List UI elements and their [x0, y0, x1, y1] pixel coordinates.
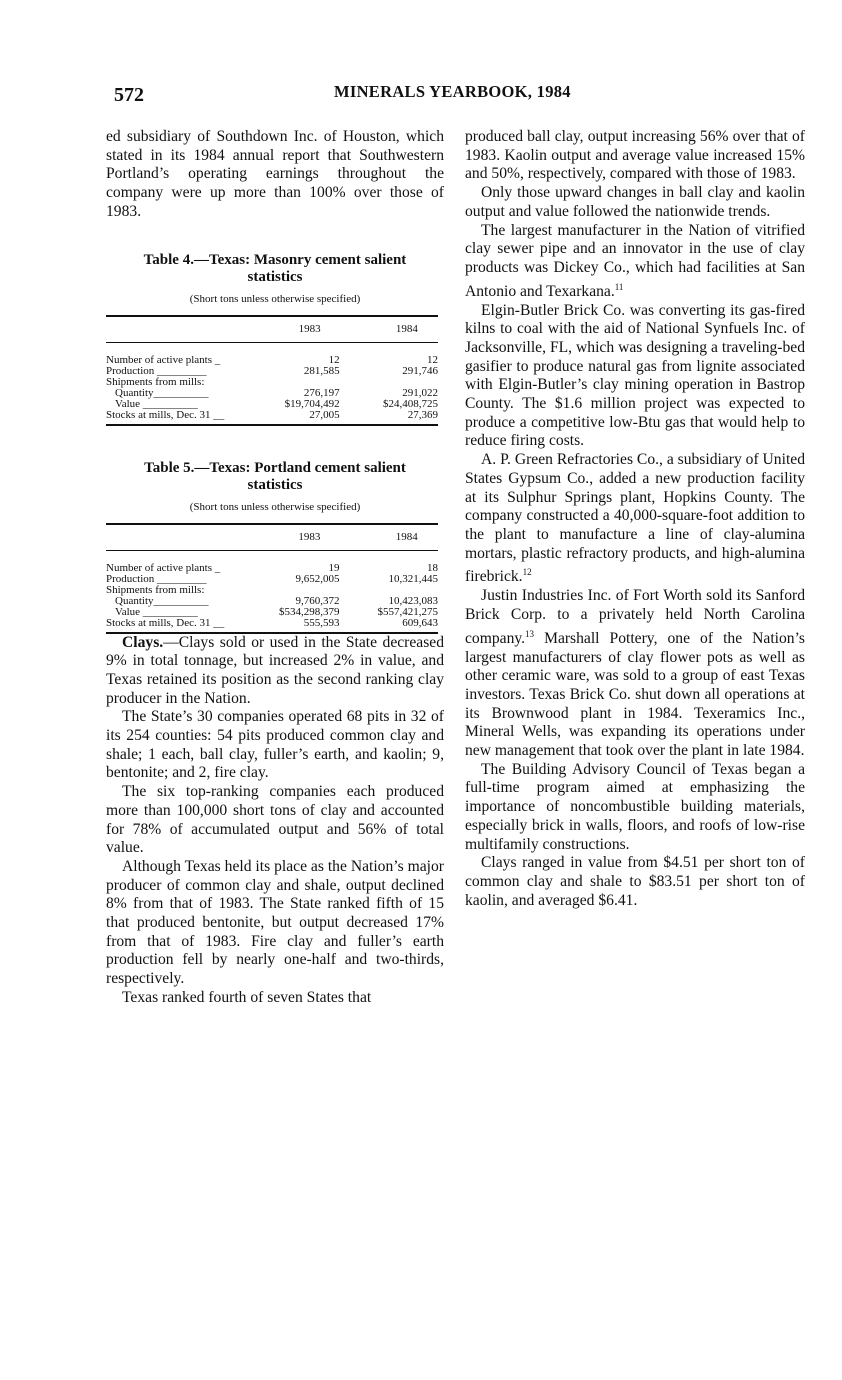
- cell-1983: [244, 377, 340, 388]
- footnote-ref: 11: [614, 281, 624, 292]
- header-1984: 1984: [340, 316, 438, 343]
- table-header-row: [106, 316, 438, 343]
- table-5-title: Table 5.—Texas: Portland cement salient statistics: [144, 459, 406, 493]
- row-label: Production _________: [106, 364, 207, 377]
- row-label: Quantity__________: [115, 594, 209, 607]
- cell-1984: 27,369: [340, 410, 438, 425]
- paragraph-ball-clay: produced ball clay, output increasing 56% over that of 1983. Kaolin output and average value increased 15% and 50%, respectively, compared with those of 1983.: [465, 128, 805, 183]
- table-row: [106, 399, 438, 410]
- cell-1984: 12: [427, 353, 438, 366]
- table-row: [106, 342, 438, 366]
- cell-1983: 555,593: [243, 618, 339, 633]
- header-1983: 1983: [244, 316, 340, 343]
- row-label: Production _________: [106, 572, 207, 585]
- row-label: Shipments from mills:: [106, 583, 205, 596]
- table-row: [106, 585, 438, 596]
- cell-1983: 27,005: [244, 410, 340, 425]
- row-label: Stocks at mills, Dec. 31 __: [106, 618, 243, 633]
- cell-1983: $534,298,379: [278, 605, 340, 618]
- table-row: [106, 366, 438, 377]
- paragraph-value-range: Clays ranged in value from $4.51 per short ton of common clay and shale to $83.51 per short ton of kaolin, and averaged $6.41.: [465, 854, 805, 909]
- left-column: [106, 128, 444, 1008]
- table-row: [106, 596, 438, 607]
- table-row: [106, 618, 438, 633]
- paragraph-clays: [106, 634, 444, 709]
- green-text: A. P. Green Refractories Co., a subsidiary of United States Gypsum Co., added a new production facility at its Sulphur Springs plant, Hopkins County. The company constructed a 40,000-square-foot addition to the plant to manufacture a line of clay-alumina mortars, plastic refractory products, and high-alumina firebrick.: [465, 451, 805, 586]
- footnote-ref: 12: [522, 567, 532, 578]
- page-number: 572: [114, 84, 144, 106]
- running-title: MINERALS YEARBOOK, 1984: [334, 82, 571, 101]
- justin-text-a: Justin Industries Inc. of Fort Worth sold its Sanford Brick Corp. to a privately held North Carolina company.: [465, 587, 805, 647]
- table-4-subtitle: (Short tons unless otherwise specified): [189, 292, 361, 305]
- cell-1983: 281,585: [303, 364, 340, 377]
- row-label: Shipments from mills:: [106, 375, 205, 388]
- row-label: Stocks at mills, Dec. 31 __: [106, 410, 244, 425]
- row-label: Quantity__________: [115, 386, 209, 399]
- cell-1983: 9,652,005: [295, 572, 340, 585]
- paragraph-intro: ed subsidiary of Southdown Inc. of Houston, which stated in its 1984 annual report that Southwestern Portland’s operating earnings throughout the company were up more than 100% over those of 1983.: [106, 128, 444, 220]
- table-4: [106, 252, 444, 426]
- cell-1983: [243, 585, 339, 596]
- header-blank: [106, 316, 244, 343]
- justin-text-b: Marshall Pottery, one of the Nation’s largest manufacturers of clay flower pots as well as other ceramic ware, was sold to a group of east Texas investors. Texas Brick Co. shut down all operations at its Brownwood plant in 1984. Texeramics Inc., Mineral Wells, was expanding its operations under new management that took over the plant in late 1984.: [465, 629, 805, 760]
- row-label: Value __________: [115, 605, 198, 618]
- cell-1983: $19,704,492: [284, 397, 340, 410]
- paragraph-elgin-butler: Elgin-Butler Brick Co. was converting its gas-fired kilns to coal with the aid of National Synfuels Inc. of Jacksonville, FL, which was designing a traveling-bed gasifier to produce natural gas from lignite associated with Elgin-Butler’s clay mining operation in Bastrop County. The $1.6 million project was expected to produce a competitive low-Btu gas that would help to reduce firing costs.: [465, 301, 805, 450]
- table-4-grid: [106, 315, 438, 426]
- cell-1984: $24,408,725: [383, 397, 438, 410]
- paragraph-although: Although Texas held its place as the Nation’s major producer of common clay and shale, output declined 8% from that of 1983. The State ranked fifth of 15 that produced bentonite, but output decreased 17% from that of 1983. Fire clay and fuller’s earth production fell by nearly one-half and two-thirds, respectively.: [106, 857, 444, 988]
- table-row: [106, 410, 438, 425]
- header-1983: 1983: [243, 524, 339, 551]
- header-blank: [106, 524, 243, 551]
- paragraph-only: Only those upward changes in ball clay and kaolin output and value followed the nationwide trends.: [465, 184, 805, 220]
- table-4-title: Table 4.—Texas: Masonry cement salient statistics: [143, 251, 407, 285]
- paragraph-largest: [465, 222, 805, 302]
- paragraph-fourth: Texas ranked fourth of seven States that: [122, 988, 372, 1006]
- cell-1984: 18: [427, 561, 438, 574]
- cell-1984: 291,022: [402, 386, 438, 399]
- cell-1984: 609,643: [339, 618, 438, 633]
- cell-1984: [339, 585, 438, 596]
- table-5-subtitle: (Short tons unless otherwise specified): [189, 500, 361, 513]
- largest-text: The largest manufacturer in the Nation of vitrified clay sewer pipe and an innovator in the use of clay products was Dickey Co., which had facilities at San Antonio and Texarkana.: [465, 221, 805, 300]
- cell-1984: [340, 377, 438, 388]
- cell-1984: 10,423,083: [388, 594, 438, 607]
- cell-1983: 19: [328, 561, 340, 574]
- row-label: Value __________: [115, 397, 198, 410]
- paragraph-advisory-council: The Building Advisory Council of Texas began a full-time program aimed at emphasizing the importance of noncombustible building materials, especially brick in walls, floors, and roofs of low-rise multifamily constructions.: [465, 760, 805, 853]
- table-header-row: [106, 524, 438, 551]
- table-row: [106, 377, 438, 388]
- clays-text: —Clays sold or used in the State decreased 9% in total tonnage, but increased 2% in value, and Texas retained its position as the second ranking clay producer in the Nation.: [106, 633, 444, 707]
- paragraph-companies: The State’s 30 companies operated 68 pits in 32 of its 254 counties: 54 pits produced common clay and shale; 1 each, ball clay, fuller’s earth, and kaolin; 9, bentonite; and 2, fire clay.: [106, 708, 444, 782]
- cell-1983: 9,760,372: [295, 594, 340, 607]
- cell-1984: 291,746: [402, 364, 438, 377]
- row-label: Number of active plants _: [106, 353, 221, 366]
- cell-1983: 12: [328, 353, 340, 366]
- paragraph-six-companies: The six top-ranking companies each produced more than 100,000 short tons of clay and accounted for 78% of accumulated output and 56% of total value.: [106, 783, 444, 857]
- cell-1984: $557,421,275: [377, 605, 438, 618]
- table-row: [106, 607, 438, 618]
- row-label: Number of active plants _: [106, 561, 221, 574]
- table-row: [106, 550, 438, 574]
- cell-1983: 276,197: [303, 386, 340, 399]
- table-5: [106, 460, 444, 634]
- paragraph-ap-green: [465, 451, 805, 587]
- paragraph-justin: [465, 587, 805, 761]
- header-1984: 1984: [339, 524, 438, 551]
- section-lead-clays: Clays.: [122, 633, 164, 651]
- table-5-grid: [106, 523, 438, 634]
- cell-1984: 10,321,445: [388, 572, 438, 585]
- footnote-ref: 13: [525, 628, 535, 639]
- right-column: [465, 128, 805, 910]
- table-row: [106, 574, 438, 585]
- table-row: [106, 388, 438, 399]
